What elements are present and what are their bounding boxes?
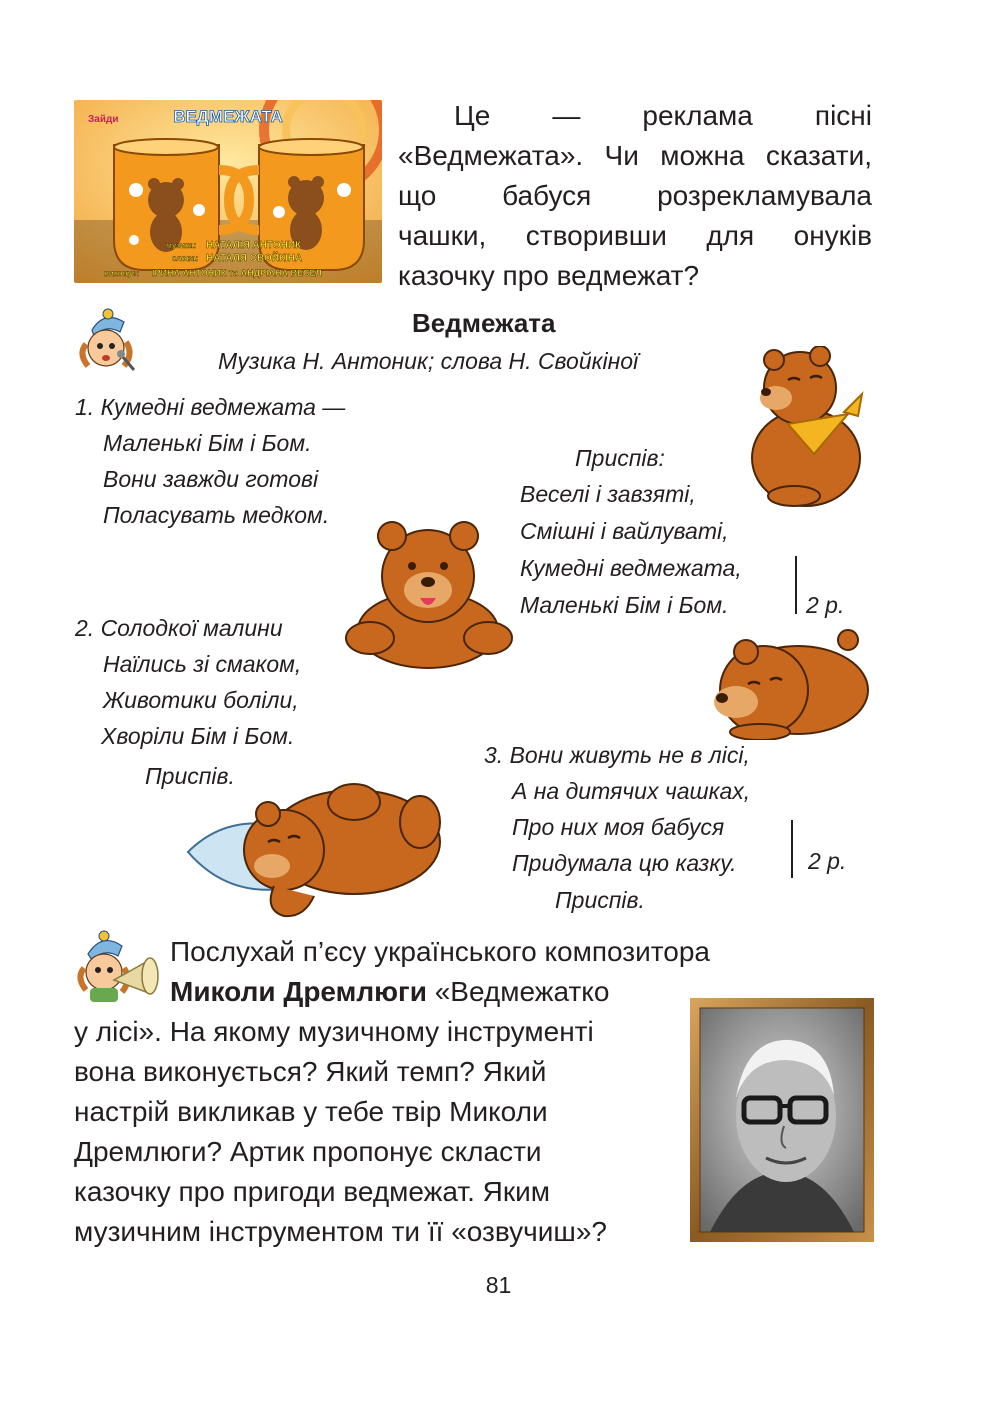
poster-music-name: НАТАЛІЯ АНТОНИК — [206, 240, 302, 251]
lyric-line: Наїлись зі смаком, — [103, 651, 302, 677]
bear-sleeping-on-pillow-image — [184, 772, 446, 920]
lyric-line: Маленькі Бім і Бом. — [103, 430, 312, 456]
task-text: «Ведмежатко — [426, 976, 610, 1007]
lyric-line: 3. Вони живуть не в лісі, — [484, 742, 750, 768]
intro-line: чашки, створивши для онуків — [398, 220, 872, 251]
repeat-mark: 2 р. — [806, 592, 845, 618]
poster-performer-name: ІРИНА АНТОНИК та АНДРІАНА ВЕСЕЛ — [152, 268, 322, 278]
chorus-reference-2: Приспів. — [555, 887, 645, 913]
mascot-singing-icon — [74, 308, 154, 374]
poster-lyrics-name: НАТАЛЯ СВОЙКІНА — [206, 253, 303, 264]
poster-music-role: музика: — [166, 241, 197, 250]
chorus — [520, 476, 742, 624]
bear-sitting-image — [340, 520, 516, 670]
lyric-line: 2. Солодкої малини — [75, 615, 283, 641]
intro-paragraph — [398, 96, 872, 296]
composer-name: Миколи Дремлюги — [170, 976, 427, 1007]
bear-lying-image — [708, 628, 872, 740]
task-line: у лісі». На якому музичному інструменті — [74, 1016, 594, 1047]
lyric-line: Хворіли Бім і Бом. — [101, 723, 295, 749]
task-line: Послухай п’єсу українського композитора — [170, 936, 710, 967]
lyric-line: А на дитячих чашках, — [512, 778, 751, 804]
mascot-trumpet-icon — [74, 928, 164, 1004]
lyric-line: Животики боліли, — [103, 687, 299, 713]
chorus-label: Приспів: — [575, 445, 665, 471]
task-line — [170, 972, 609, 1012]
task-line: вона виконується? Який темп? Який — [74, 1056, 547, 1087]
verse-2 — [75, 610, 301, 754]
poster-performer-role: виконує: — [104, 269, 139, 278]
lyric-line: 1. Кумедні ведмежата — — [75, 394, 346, 420]
poster-lyrics-role: слова: — [172, 254, 199, 263]
song-credits: Музика Н. Антоник; слова Н. Свойкіної — [218, 348, 639, 374]
poster-logo: Зайди — [88, 114, 119, 125]
intro-line: що бабуся розрекламувала — [398, 180, 872, 211]
lyric-line: Поласувать медком. — [103, 502, 330, 528]
poster-title: ВЕДМЕЖАТА — [173, 107, 283, 126]
lyric-line: Маленькі Бім і Бом. — [520, 592, 729, 618]
chorus-reference-1: Приспів. — [145, 763, 235, 789]
lyric-line: Придумала цю казку. — [512, 850, 737, 876]
task-line: музичним інструментом ти її «озвучиш»? — [74, 1216, 607, 1247]
intro-line: казочку про ведмежат? — [398, 260, 700, 291]
lyric-line: Веселі і завзяті, — [520, 481, 696, 507]
repeat-bracket — [795, 556, 797, 614]
page-number: 81 — [485, 1272, 512, 1298]
task-line: казочку про пригоди ведмежат. Яким — [74, 1176, 550, 1207]
song-title: Ведмежата — [412, 308, 556, 338]
song-poster-image — [74, 100, 382, 283]
bear-with-scarf-image — [748, 346, 868, 510]
verse-3 — [484, 737, 750, 881]
lyric-line: Кумедні ведмежата, — [520, 555, 742, 581]
task-line: настрій викликав у тебе твір Миколи — [74, 1096, 548, 1127]
verse-1 — [75, 389, 345, 533]
lyric-line: Вони завжди готові — [103, 466, 319, 492]
composer-portrait-image — [690, 998, 874, 1242]
lyric-line: Смішні і вайлуваті, — [520, 518, 729, 544]
intro-line: Це — реклама пісні — [454, 100, 872, 131]
intro-line: «Ведмежата». Чи можна сказати, — [398, 140, 872, 171]
task-line: Дремлюги? Артик пропонує скласти — [74, 1136, 542, 1167]
lyric-line: Про них моя бабуся — [512, 814, 725, 840]
repeat-bracket — [791, 820, 793, 878]
repeat-mark: 2 р. — [808, 848, 847, 874]
